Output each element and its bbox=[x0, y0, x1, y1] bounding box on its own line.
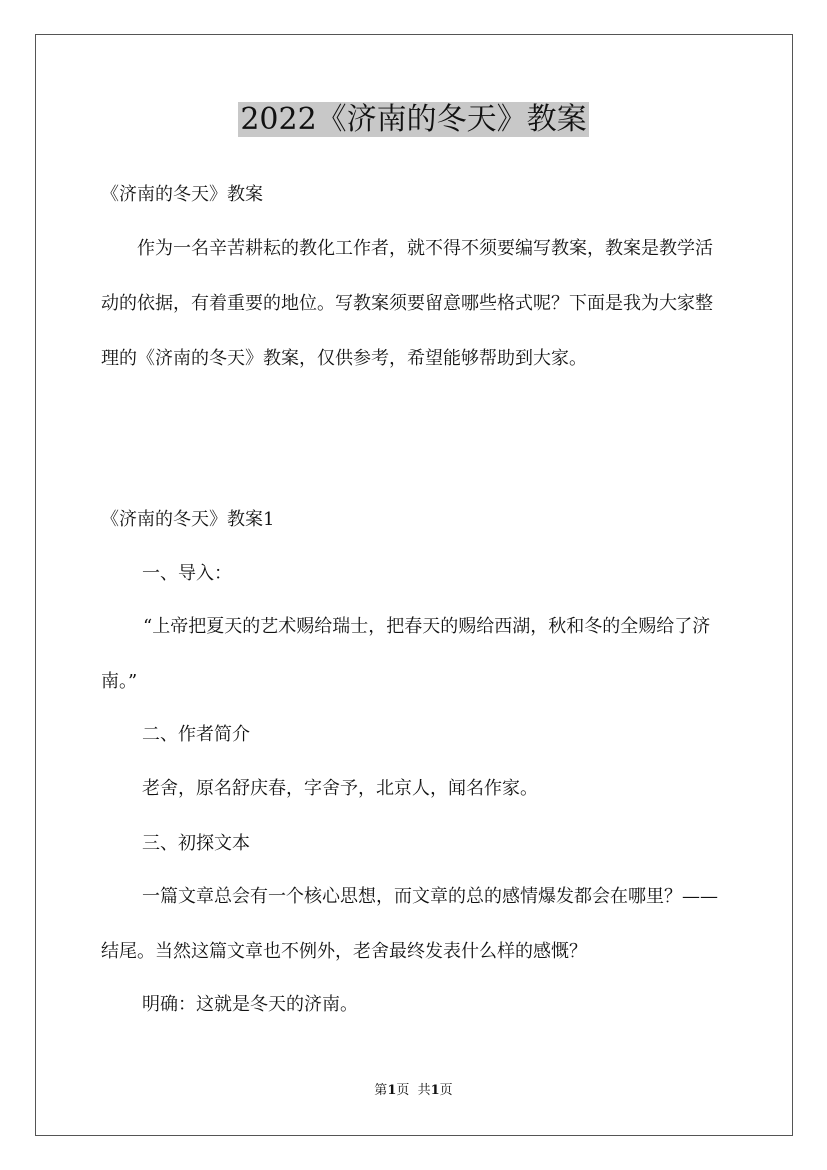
intro-paragraph: 作为一名辛苦耕耘的教化工作者，就不得不须要编写教案，教案是教学活动的依据，有着重要的地位。写教案须要留意哪些格式呢？下面是我为大家整理的《济南的冬天》教案，仅供参考，希望能够帮助到大家。 bbox=[101, 238, 713, 369]
footer-page-prefix: 第 bbox=[374, 1083, 388, 1098]
footer-page-suffix: 页 共 bbox=[396, 1083, 431, 1098]
page-footer bbox=[0, 1082, 827, 1100]
document-title-wrapper bbox=[0, 98, 827, 142]
step2-heading: 二、作者简介 bbox=[142, 724, 250, 745]
footer-page-number: 1 bbox=[387, 1083, 397, 1098]
footer-total-pages: 1 bbox=[430, 1083, 440, 1098]
step3-text: 一篇文章总会有一个核心思想，而文章的总的感情爆发都会在哪里？——结尾。当然这篇文章也不例外，老舍最终发表什么样的感慨？ bbox=[101, 886, 718, 962]
step2-text: 老舍，原名舒庆春，字舍予，北京人，闻名作家。 bbox=[142, 778, 538, 799]
document-title: 2022《济南的冬天》教案 bbox=[240, 102, 587, 137]
document-subtitle: 《济南的冬天》教案 bbox=[101, 184, 263, 205]
step1-quote: “上帝把夏天的艺术赐给瑞士，把春天的赐给西湖，秋和冬的全赐给了济南。” bbox=[101, 616, 711, 692]
footer-total-suffix: 页 bbox=[439, 1083, 453, 1098]
step3-heading: 三、初探文本 bbox=[142, 833, 250, 854]
answer-text: 明确：这就是冬天的济南。 bbox=[142, 994, 358, 1015]
step1-heading: 一、导入： bbox=[142, 563, 232, 584]
section-heading: 《济南的冬天》教案1 bbox=[101, 509, 275, 530]
